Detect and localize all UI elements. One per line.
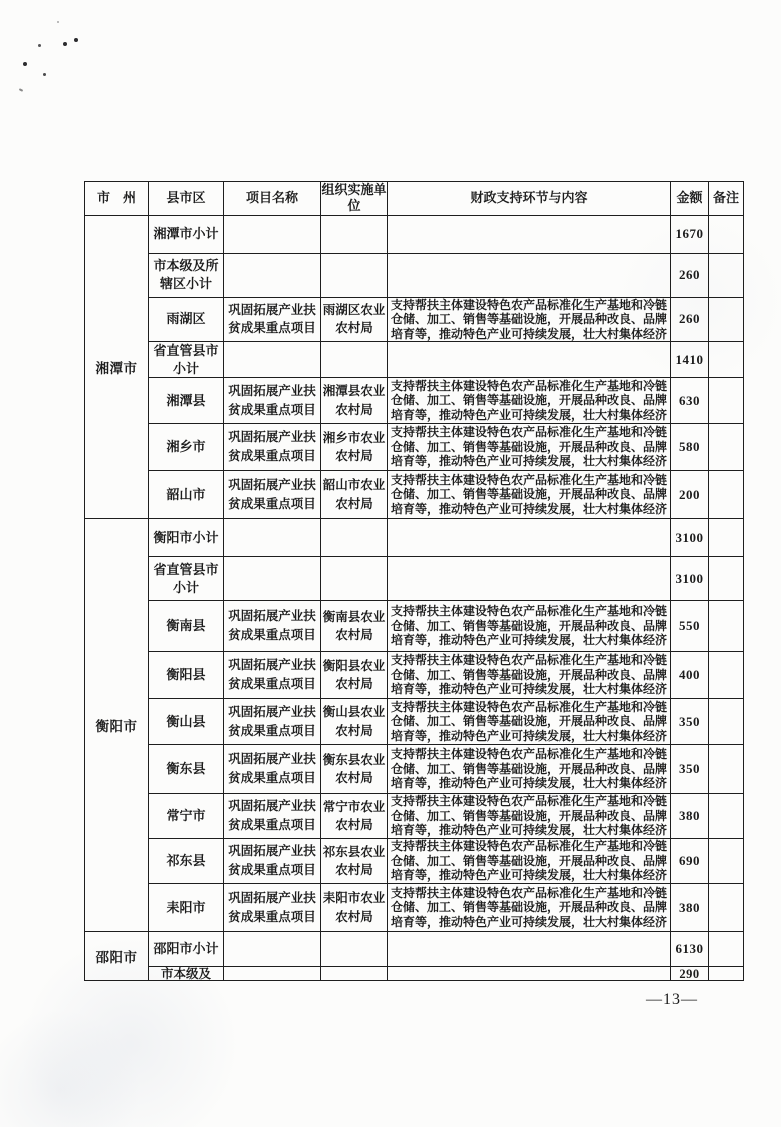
cell-org: 衡南县农业农村局 xyxy=(321,601,388,652)
header-county: 县市区 xyxy=(149,182,224,216)
cell-org: 耒阳市农业农村局 xyxy=(321,884,388,932)
cell-county: 省直管县市小计 xyxy=(149,557,224,601)
cell-support: 支持帮扶主体建设特色农产品标准化生产基地和冷链仓储、加工、销售等基础设施，开展品种改良、品牌培育等，推动特色产业可持续发展，壮大村集体经济 xyxy=(388,378,671,424)
cell-org xyxy=(321,932,388,967)
cell-amount: 350 xyxy=(671,699,709,745)
header-amount: 金额 xyxy=(671,182,709,216)
cell-project xyxy=(224,557,321,601)
cell-remark xyxy=(709,471,744,519)
table-row xyxy=(85,839,744,884)
table-row xyxy=(85,745,744,794)
cell-project: 巩固拓展产业扶贫成果重点项目 xyxy=(224,378,321,424)
cell-support xyxy=(388,253,671,297)
table-row xyxy=(85,884,744,932)
cell-remark xyxy=(709,342,744,378)
table-row xyxy=(85,424,744,471)
cell-amount: 3100 xyxy=(671,519,709,557)
cell-project xyxy=(224,342,321,378)
cell-amount: 350 xyxy=(671,745,709,794)
cell-org xyxy=(321,342,388,378)
cell-remark xyxy=(709,424,744,471)
table-row xyxy=(85,342,744,378)
cell-org xyxy=(321,557,388,601)
cell-remark xyxy=(709,839,744,884)
cell-project xyxy=(224,932,321,967)
cell-support xyxy=(388,932,671,967)
cell-project xyxy=(224,215,321,253)
cell-county: 韶山市 xyxy=(149,471,224,519)
cell-remark xyxy=(709,601,744,652)
cell-remark xyxy=(709,932,744,967)
cell-project: 巩固拓展产业扶贫成果重点项目 xyxy=(224,471,321,519)
cell-county: 湘乡市 xyxy=(149,424,224,471)
cell-city-group: 衡阳市 xyxy=(85,519,149,932)
header-remark: 备注 xyxy=(709,182,744,216)
cell-org: 雨湖区农业农村局 xyxy=(321,297,388,342)
table-row xyxy=(85,253,744,297)
cell-county: 湘潭县 xyxy=(149,378,224,424)
cell-county: 祁东县 xyxy=(149,839,224,884)
cell-amount: 260 xyxy=(671,253,709,297)
cell-project: 巩固拓展产业扶贫成果重点项目 xyxy=(224,297,321,342)
cell-amount: 690 xyxy=(671,839,709,884)
cell-support xyxy=(388,557,671,601)
table-row xyxy=(85,519,744,557)
ink-speck xyxy=(23,62,27,66)
table-row xyxy=(85,967,744,981)
header-project: 项目名称 xyxy=(224,182,321,216)
ink-speck xyxy=(74,38,78,42)
table-row xyxy=(85,378,744,424)
ink-speck xyxy=(19,88,23,92)
cell-org: 衡阳县农业农村局 xyxy=(321,652,388,699)
cell-amount: 580 xyxy=(671,424,709,471)
cell-project: 巩固拓展产业扶贫成果重点项目 xyxy=(224,884,321,932)
cell-support: 支持帮扶主体建设特色农产品标准化生产基地和冷链仓储、加工、销售等基础设施，开展品种改良、品牌培育等，推动特色产业可持续发展，壮大村集体经济 xyxy=(388,884,671,932)
cell-county: 耒阳市 xyxy=(149,884,224,932)
cell-county: 衡山县 xyxy=(149,699,224,745)
cell-support: 支持帮扶主体建设特色农产品标准化生产基地和冷链仓储、加工、销售等基础设施，开展品种改良、品牌培育等，推动特色产业可持续发展，壮大村集体经济 xyxy=(388,699,671,745)
cell-city-group: 湘潭市 xyxy=(85,215,149,519)
ink-speck xyxy=(57,21,59,23)
table-row xyxy=(85,932,744,967)
funding-table xyxy=(84,181,744,981)
cell-support: 支持帮扶主体建设特色农产品标准化生产基地和冷链仓储、加工、销售等基础设施，开展品种改良、品牌培育等，推动特色产业可持续发展，壮大村集体经济 xyxy=(388,839,671,884)
cell-org: 衡东县农业农村局 xyxy=(321,745,388,794)
cell-city-group: 邵阳市 xyxy=(85,932,149,981)
cell-amount: 630 xyxy=(671,378,709,424)
cell-remark xyxy=(709,967,744,981)
page-number: —13— xyxy=(646,991,698,1008)
cell-county: 省直管县市小计 xyxy=(149,342,224,378)
cell-support: 支持帮扶主体建设特色农产品标准化生产基地和冷链仓储、加工、销售等基础设施，开展品种改良、品牌培育等，推动特色产业可持续发展，壮大村集体经济 xyxy=(388,297,671,342)
cell-support xyxy=(388,967,671,981)
cell-remark xyxy=(709,253,744,297)
cell-support xyxy=(388,215,671,253)
cell-amount: 1410 xyxy=(671,342,709,378)
cell-amount: 290 xyxy=(671,967,709,981)
cell-amount: 380 xyxy=(671,884,709,932)
cell-project: 巩固拓展产业扶贫成果重点项目 xyxy=(224,652,321,699)
cell-org: 祁东县农业农村局 xyxy=(321,839,388,884)
table-row xyxy=(85,699,744,745)
cell-amount: 6130 xyxy=(671,932,709,967)
cell-remark xyxy=(709,652,744,699)
cell-amount: 200 xyxy=(671,471,709,519)
cell-org xyxy=(321,967,388,981)
table-row xyxy=(85,794,744,839)
cell-remark xyxy=(709,557,744,601)
cell-project xyxy=(224,253,321,297)
header-support: 财政支持环节与内容 xyxy=(388,182,671,216)
cell-support: 支持帮扶主体建设特色农产品标准化生产基地和冷链仓储、加工、销售等基础设施，开展品种改良、品牌培育等，推动特色产业可持续发展，壮大村集体经济 xyxy=(388,424,671,471)
table-row xyxy=(85,601,744,652)
cell-project: 巩固拓展产业扶贫成果重点项目 xyxy=(224,794,321,839)
cell-org: 湘乡市农业农村局 xyxy=(321,424,388,471)
cell-remark xyxy=(709,745,744,794)
cell-org: 常宁市农业农村局 xyxy=(321,794,388,839)
cell-amount: 3100 xyxy=(671,557,709,601)
cell-county: 市本级及 xyxy=(149,967,224,981)
header-row xyxy=(85,182,744,216)
cell-amount: 1670 xyxy=(671,215,709,253)
cell-remark xyxy=(709,884,744,932)
cell-county: 雨湖区 xyxy=(149,297,224,342)
table-row xyxy=(85,215,744,253)
cell-support xyxy=(388,519,671,557)
cell-county: 衡南县 xyxy=(149,601,224,652)
cell-org: 湘潭县农业农村局 xyxy=(321,378,388,424)
cell-support: 支持帮扶主体建设特色农产品标准化生产基地和冷链仓储、加工、销售等基础设施，开展品种改良、品牌培育等，推动特色产业可持续发展，壮大村集体经济 xyxy=(388,745,671,794)
cell-remark xyxy=(709,378,744,424)
cell-amount: 380 xyxy=(671,794,709,839)
cell-org xyxy=(321,253,388,297)
cell-org: 韶山市农业农村局 xyxy=(321,471,388,519)
cell-county: 邵阳市小计 xyxy=(149,932,224,967)
header-city: 市 州 xyxy=(85,182,149,216)
ink-speck xyxy=(43,73,46,76)
cell-amount: 260 xyxy=(671,297,709,342)
cell-org: 衡山县农业农村局 xyxy=(321,699,388,745)
cell-amount: 550 xyxy=(671,601,709,652)
table-row xyxy=(85,297,744,342)
cell-org xyxy=(321,519,388,557)
cell-support: 支持帮扶主体建设特色农产品标准化生产基地和冷链仓储、加工、销售等基础设施，开展品种改良、品牌培育等，推动特色产业可持续发展，壮大村集体经济 xyxy=(388,794,671,839)
cell-remark xyxy=(709,794,744,839)
cell-remark xyxy=(709,215,744,253)
cell-county: 衡东县 xyxy=(149,745,224,794)
cell-org xyxy=(321,215,388,253)
cell-county: 湘潭市小计 xyxy=(149,215,224,253)
cell-amount: 400 xyxy=(671,652,709,699)
cell-project: 巩固拓展产业扶贫成果重点项目 xyxy=(224,745,321,794)
cell-support xyxy=(388,342,671,378)
ink-speck xyxy=(63,42,67,46)
cell-remark xyxy=(709,699,744,745)
ink-speck xyxy=(38,44,41,47)
cell-project: 巩固拓展产业扶贫成果重点项目 xyxy=(224,839,321,884)
header-org: 组织实施单位 xyxy=(321,182,387,214)
table-row xyxy=(85,471,744,519)
cell-project xyxy=(224,967,321,981)
cell-remark xyxy=(709,519,744,557)
cell-project xyxy=(224,519,321,557)
cell-county: 市本级及所辖区小计 xyxy=(149,253,224,297)
table-row xyxy=(85,652,744,699)
cell-county: 衡阳市小计 xyxy=(149,519,224,557)
cell-county: 常宁市 xyxy=(149,794,224,839)
cell-project: 巩固拓展产业扶贫成果重点项目 xyxy=(224,601,321,652)
cell-support: 支持帮扶主体建设特色农产品标准化生产基地和冷链仓储、加工、销售等基础设施，开展品种改良、品牌培育等，推动特色产业可持续发展，壮大村集体经济 xyxy=(388,652,671,699)
cell-support: 支持帮扶主体建设特色农产品标准化生产基地和冷链仓储、加工、销售等基础设施，开展品种改良、品牌培育等，推动特色产业可持续发展，壮大村集体经济 xyxy=(388,471,671,519)
cell-support: 支持帮扶主体建设特色农产品标准化生产基地和冷链仓储、加工、销售等基础设施，开展品种改良、品牌培育等，推动特色产业可持续发展，壮大村集体经济 xyxy=(388,601,671,652)
cell-project: 巩固拓展产业扶贫成果重点项目 xyxy=(224,424,321,471)
cell-county: 衡阳县 xyxy=(149,652,224,699)
table-row xyxy=(85,557,744,601)
cell-project: 巩固拓展产业扶贫成果重点项目 xyxy=(224,699,321,745)
cell-remark xyxy=(709,297,744,342)
